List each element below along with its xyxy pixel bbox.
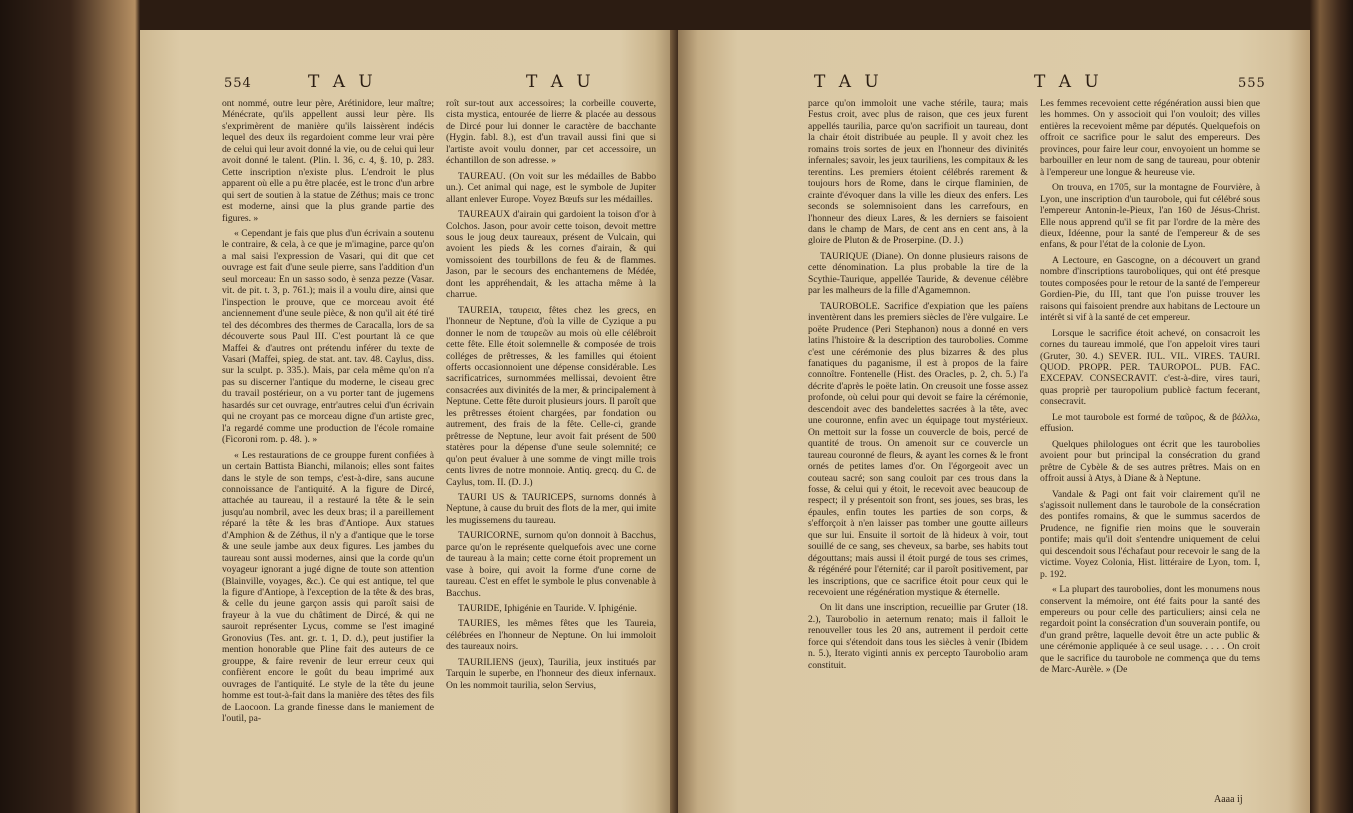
left-column-2 — [446, 98, 656, 808]
page-signature: Aaaa ij — [1214, 794, 1243, 805]
right-running-head-2: T A U — [1034, 72, 1103, 92]
paragraph: « Cependant je fais que plus d'un écrivain a soutenu le contraire, & cela, à ce que je m'imagine, parce qu'on a mal saisi l'expression de Vasari, qui dit que cet ouvrage est fait d'une seule pierre, sans l'addition d'un seul morceau: En un sasso sodo, è senza pezze (Vasar. vit. de pit. t. 3, p. 761.); mais il a voulu dire, ainsi que l'inspection le prouve, que ce morceau avoit été anciennement d'une seule pièce, & non qu'il ait été tiré tel des décombres des thermes de Caracalla, lors de sa découverte sous Paul III. C'est pourtant là ce que Maffei & d'autres ont prétendu inférer du texte de Vasari (Maffei, spieg. de stat. ant. tav. 48. Caylus, diss. sur la sculpt. p. 335.). Mais, par cela même qu'on n'a pas su discerner l'antique du moderne, le ciseau grec du travail postérieur, on a vu porter tant de jugemens hasardés sur cet ouvrage, entr'autres celui d'un écrivain qui ne croyant pas ce morceau digne d'un artiste grec, l'a regardé comme une production de l'école romaine (Ficoroni rom. p. 48. ). » — [222, 227, 434, 446]
left-column-1 — [222, 98, 434, 808]
paragraph: TAUROBOLE. Sacrifice d'expiation que les païens inventèrent dans les premiers siècles de l'ère vulgaire. Le poëte Prudence (Peri Stephanon) nous a donné en vers latins l'histoire & la description des taurobolies. Comme c'est une cérémonie des plus bizarres & des plus fanatiques du paganisme, il est à propos de la faire connoître. Fontenelle (Hist. des Oracles, p. 2, ch. 5.) l'a décrite d'après le poëte latin. On creusoit une fosse assez profonde, où celui pour qui devoit se faire la cérémonie, descendoit avec des bandelettes sacrées à la tête, avec une couronne, enfin avec un équipage tout mystérieux. On mettoit sur la fosse un couvercle de bois, percé de quantité de trous. On amenoit sur ce couvercle un taureau couronné de fleurs, & ayant les cornes & le front ornés de petites lames d'or. On l'égorgeoit avec un couteau sacré; son sang couloit par ces trous dans la fosse, & celui qui y étoit, le recevoit avec beaucoup de respect; il y présentoit son front, ses joues, ses bras, les épaules, enfin toutes les parties de son corps, & s'efforçoit à n'en laisser pas tomber une goutte ailleurs que sur lui. Ensuite il sortoit de là hideux à voir, tout souillé de ce sang, ses cheveux, sa barbe, ses habits tout dégouttans; mais aussi il étoit purgé de tous ses crimes, & régénéré pour l'éternité; car il paroît positivement, par les inscriptions, que ce sacrifice étoit pour ceux qui le recevoient une régénération mystique & éternelle. — [808, 300, 1028, 599]
paragraph: TAURICORNE, surnom qu'on donnoit à Bacchus, parce qu'on le représente quelquefois avec une corne de taureau à la main; cette corne étoit proprement un vase à boire, qui avoit la forme d'une corne de taureau. C'est en effet le symbole le plus convenable à Bacchus. — [446, 530, 656, 599]
paragraph: TAURIQUE (Diane). On donne plusieurs raisons de cette dénomination. La plus probable la tire de la Scythie-Taurique, appellée Tauride, & devenue célèbre par les malheurs de la fille d'Agamemnon. — [808, 250, 1028, 297]
paragraph: TAUREIA, ταυρεια, fêtes chez les grecs, en l'honneur de Neptune, d'où la ville de Cyzique a pu donner le nom de ταυρεῶν au mois où elle célébroit cette fête. Elle étoit solemnelle & composée de trois colléges de prêtresses, & les familles qui étoient offerts occasionnoient une dépense considérable. Les sacrificatrices, surnommées mellissai, devoient être consacrées aux divinités de la mer, & principalement à Neptune. Cette fête duroit plusieurs jours. Il paroît que les prêtresses étoient chargées, par fondation ou autrement, des frais de la fête. Celle-ci, grande prêtresse de Neptune, leur avoit fait présent de 500 statères pour la dépense d'une seule solemnité; ce qu'on peut évaluer à une somme de vingt mille trois cents livres de notre monnoie. Antiq. grecq. du C. de Caylus, tom. II. (D. J.) — [446, 304, 656, 488]
paragraph: TAURI US & TAURICEPS, surnoms donnés à Neptune, à cause du bruit des flots de la mer, qui imite les mugissemens du taureau. — [446, 491, 656, 526]
paragraph: On lit dans une inscription, recueillie par Gruter (18. 2.), Taurobolio in aeternum renato; mais il falloit le renouveller tous les 20 ans, autrement il perdoit cette force qui s'étendoit dans tous les siècles à venir (Ibidem n. 5.), Iterato viginti annis ex percepto Taurobolio aram constituit. — [808, 602, 1028, 671]
paragraph: TAURILIENS (jeux), Taurilia, jeux institués par Tarquin le superbe, en l'honneur des dieux infernaux. On les nommoit taurilia, selon Servius, — [446, 656, 656, 691]
paragraph: On trouva, en 1705, sur la montagne de Fourvière, à Lyon, une inscription d'un taurobole, qui fut célébré sous l'empereur Antonin-le-Pieux, l'an 160 de Jésus-Christ. Elle nous apprend qu'il se fit par l'ordre de la mère des dieux, Idéenne, pour la santé de l'empereur & de ses enfans, & pour l'état de la colonie de Lyon. — [1040, 182, 1260, 251]
paragraph: parce qu'on immoloit une vache stérile, taura; mais Festus croit, avec plus de raison, que ces jeux furent appellés taurilia, parce qu'on sacrifioit un taureau, dont la chair étoit distribuée au peuple. Il y avoit chez les romains trois sortes de jeux en l'honneur des divinités infernales; savoir, les jeux tauriliens, les compitaux & les terentins. Les premiers étoient célébrés rarement & toujours hors de Rome, dans le cirque flaminien, de crainte d'évoquer dans la ville les dieux des enfers. Les seconds se solemnisoient dans les carrefours, en l'honneur des dieux Lares, & les derniers se faisoient dans le champ de Mars, de cent ans en cent ans, à la gloire de Pluton & de Proserpine. (D. J.) — [808, 98, 1028, 247]
left-page — [140, 30, 678, 813]
paragraph: Les femmes recevoient cette régénération aussi bien que les hommes. On y associoit qui l'on vouloit; des villes entières la recevoient même par députés. Quelquefois on offroit ce sacrifice pour le salut des empereurs. Des provinces, pour faire leur cour, envoyoient un homme se barbouiller en leur nom de sang de taureau, pour obtenir à l'empereur une longue & heureuse vie. — [1040, 98, 1260, 178]
right-column-1 — [808, 98, 1028, 798]
paragraph: Vandale & Pagi ont fait voir clairement qu'il ne s'agissoit nullement dans le taurobole de la consécration des pontifes romains, & que le summus sacerdos de Prudence, ne fignifie rien moins que le souverain pontife; mais qu'il doit s'entendre uniquement de celui qui descendoit sous l'échafaut pour recevoir le sang de la victime. Voyez Colonia, Hist. littéraire de Lyon, tom. I, p. 192. — [1040, 488, 1260, 580]
paragraph: ont nommé, outre leur père, Arétinidore, leur maître; Ménécrate, qu'ils appellent aussi leur père. Ils s'exprimèrent de manière qu'ils laissèrent indécis lequel des deux ils regardoient comme leur vrai père de celui qui leur avoit donné la vie, ou de celui qui leur avoit donné le talent. (Plin. l. 36, c. 4, §. 10, p. 283. Cette inscription n'existe plus. L'endroit le plus apparent où elle a pu être placée, est le tronc d'un arbre qui sert de soutien à la statue de Zéthus; mais ce tronc est moderne, ainsi que la plus grande partie des figures. » — [222, 98, 434, 224]
paragraph: Quelques philologues ont écrit que les taurobolies avoient pour but principal la consécration du grand prêtre de Cybèle & de ses autres prêtres. Mais on en offroit aussi à Atys, à Diane & à Neptune. — [1040, 438, 1260, 485]
paragraph: « La plupart des taurobolies, dont les monumens nous conservent la mémoire, ont été faits pour la santé des empereurs ou pour celle des particuliers; ainsi cela ne regardoit point la consécration d'un souverain pontife, ou d'un grand prêtre, laquelle devoit être un acte public & une cérémonie appliquée à ce seul usage. . . . . On croit que le sacrifice du taurobole ne commença que du tems de Marc-Aurèle. » (De — [1040, 584, 1260, 676]
right-page — [678, 30, 1310, 813]
paragraph: « Les restaurations de ce grouppe furent confiées à un certain Battista Bianchi, milanois; elles sont faites dans le style de son temps, c'est-à-dire, sans aucune connoissance de l'antiquité. A la figure de Dircé, attachée au taureau, il a restauré la tête & le sein jusqu'au nombril, avec les deux bras; il a pareillement réparé la tête & les bras d'Antiope. Aux statues d'Amphion & de Zéthus, il n'y a d'antique que le torse & une seule jambe aux deux figures. Les jambes du taureau sont aussi modernes, ainsi que la corde qu'un voyageur ignorant a jugé digne de toute son attention (Blainville, voyages, &c.). Ce qui est antique, tel que la figure d'Antiope, à l'exception de la tête & des bras, & celle du jeune garçon assis qui paroît saisi de frayeur à la vue du châtiment de Dircé, & qui ne sauroit représenter Lycus, comme se l'est imaginé Gronovius (Tes. ant. gr. t. 1, D. d.), peut justifier la mention honorable que Pline fait des auteurs de ce grouppe, & faire revenir de leur erreur ceux qui confièrent encore le goût du beau imprimé aux ouvrages de l'antiquité. Le style de la tête du jeune homme est tout-à-fait dans la manière des têtes des fils de Laocoon. La grande finesse dans le maniement de l'outil, pa- — [222, 449, 434, 725]
left-folio: 554 — [224, 76, 252, 91]
paragraph: Lorsque le sacrifice étoit achevé, on consacroit les cornes du taureau immolé, que l'on appeloit vires tauri (Gruter, 30. 4.) SEVER. IUL. VIL. VIRES. TAURI. QUOD. PROPR. PER. TAUROPOL. PUB. FAC. EXCEPAV. CONSECRAVIT. c'est-à-dire, vires tauri, quas propriè per tauropolium publicè factum fecerant, consecravit. — [1040, 327, 1260, 408]
paragraph: TAUREAUX d'airain qui gardoient la toison d'or à Colchos. Jason, pour avoir cette toison, devoit mettre sous le joug deux taureaux, présent de Vulcain, qui avoient les pieds & les cornes d'airain, & qui vomissoient des tourbillons de feu & de flammes. Jason, par le secours des enchantemens de Médée, dont les appréhendait, & les attacha même à la charrue. — [446, 209, 656, 301]
paragraph: TAURIES, les mêmes fêtes que les Taureia, célébrées en l'honneur de Neptune. On lui immoloit des taureaux noirs. — [446, 618, 656, 653]
left-running-head-1: T A U — [308, 72, 377, 92]
left-running-head-2: T A U — [526, 72, 595, 92]
right-column-2 — [1040, 98, 1260, 798]
right-running-head-1: T A U — [814, 72, 883, 92]
paragraph: TAURIDE, Iphigénie en Tauride. V. Iphigénie. — [458, 603, 637, 615]
paragraph: TAUREAU. (On voit sur les médailles de Babbo un.). Cet animal qui nage, est le symbole de Jupiter allant enlever Europe. Voyez Bœufs sur les médailles. — [446, 170, 656, 205]
paragraph: A Lectoure, en Gascogne, on a découvert un grand nombre d'inscriptions tauroboliques, qui ont été presque toutes composées pour le retour de la santé de l'empereur Gordien-Pie, du III, tant que l'on puisse trouver les raisons qui faisoient prendre aux habitans de Lectoure un intérêt si vif à la santé de cet empereur. — [1040, 254, 1260, 324]
paragraph: Le mot taurobole est formé de ταῦρος, & de βάλλω, effusion. — [1040, 411, 1260, 435]
paragraph: roît sur-tout aux accessoires; la corbeille couverte, cista mystica, entourée de lierre & placée au dessous de Dircé pour lui donner le caractère de bacchante (Hygin. fabl. 8.), est d'un travail aussi fini que si l'artiste avoit voulu donner, par cet accessoire, un échantillon de son adresse. » — [446, 98, 656, 167]
right-folio: 555 — [1238, 76, 1266, 91]
